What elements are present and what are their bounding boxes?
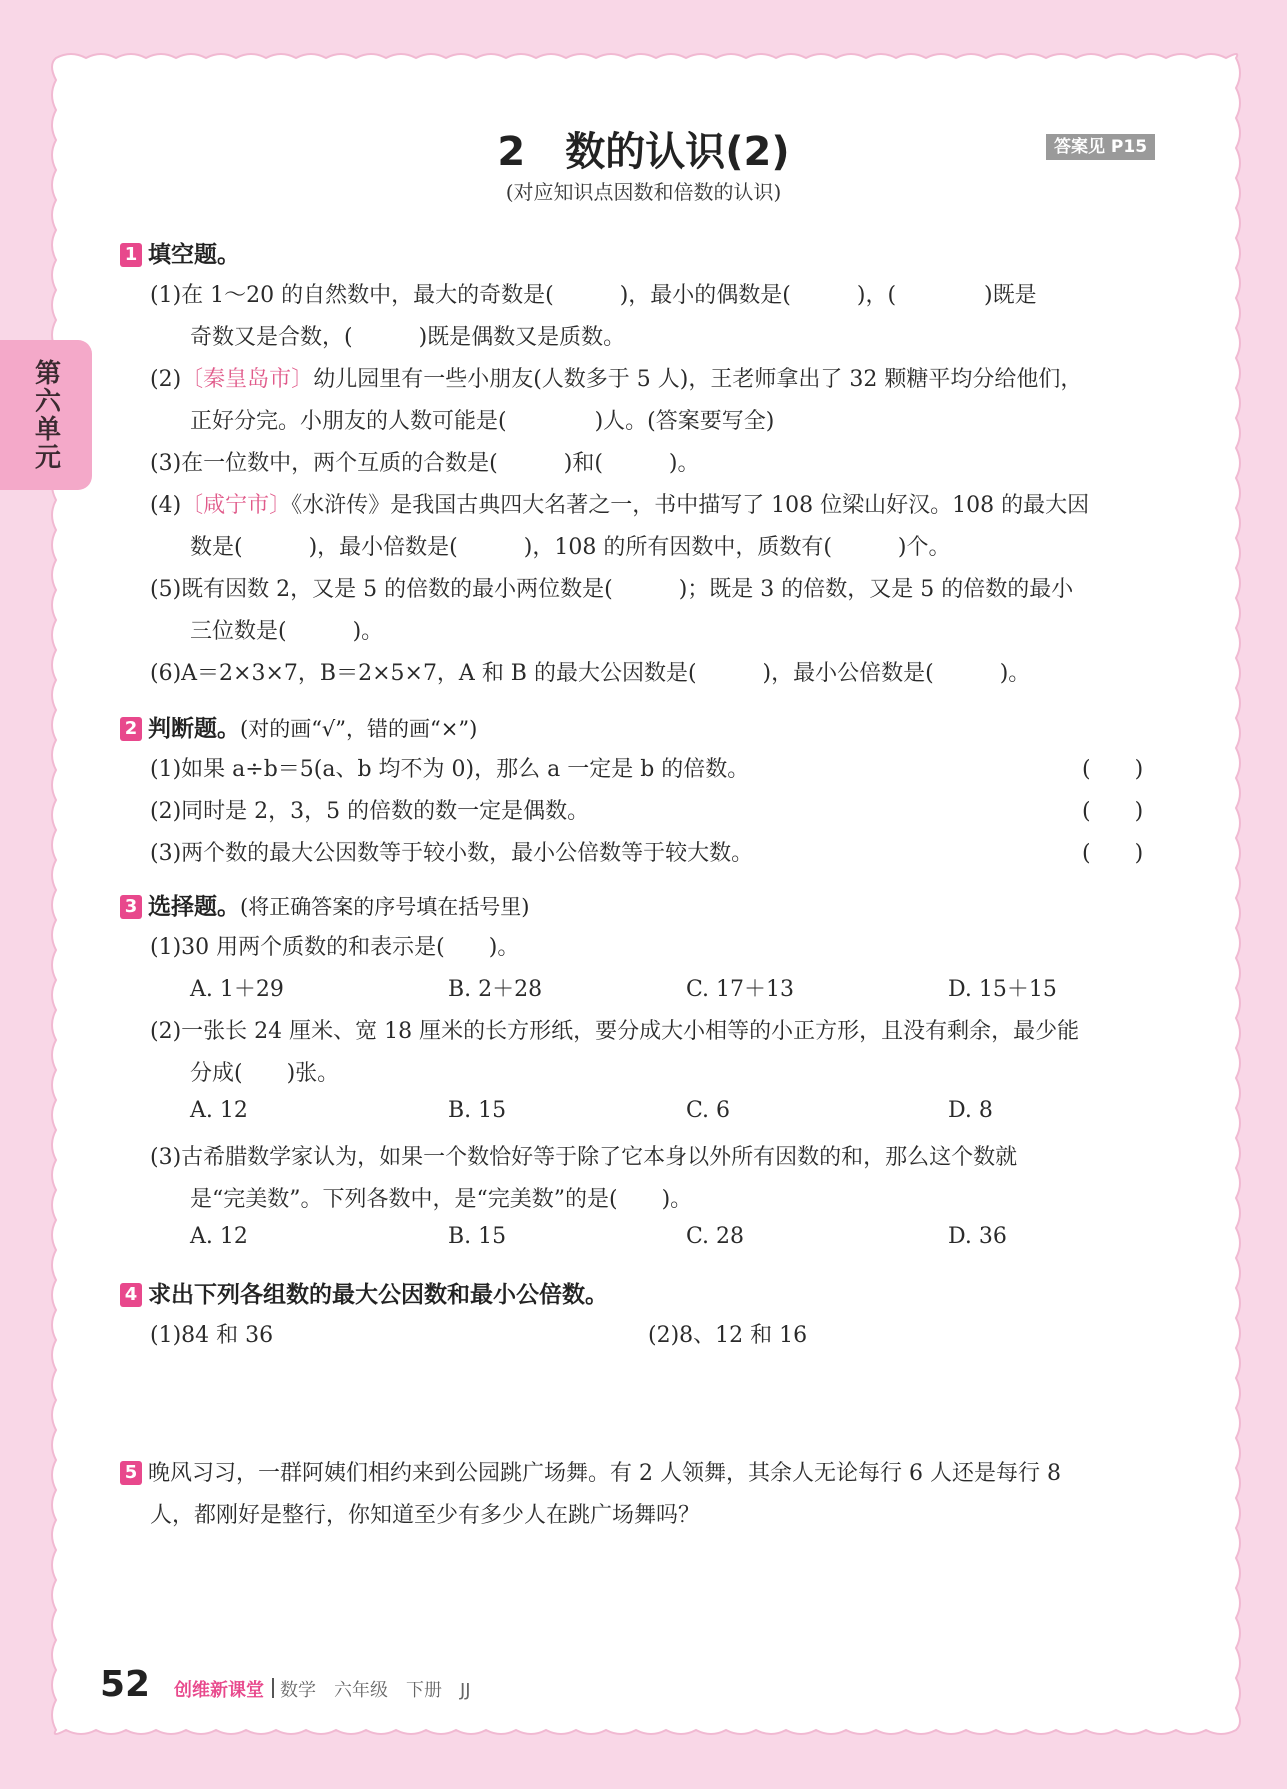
q1-4-line1: [150, 488, 1089, 519]
q5-text-1: 晚风习习，一群阿姨们相约来到公园跳广场舞。有 2 人领舞，其余人无论每行 6 人还是每行 8: [148, 1461, 1061, 1486]
option-a[interactable]: A. 1＋29: [190, 977, 284, 1002]
page-subtitle: (对应知识点因数和倍数的认识): [505, 180, 782, 204]
section-number-badge: 2: [120, 717, 142, 741]
answer-paren[interactable]: ( ): [1082, 757, 1144, 782]
option-d[interactable]: D. 8: [948, 1098, 993, 1123]
section-4-heading: [120, 1276, 608, 1309]
section-number-badge: 1: [120, 243, 142, 267]
section-number-badge: 5: [120, 1461, 142, 1485]
q1-1-line2: 奇数又是合数，( )既是偶数又是质数。: [190, 325, 626, 350]
unit-tab: [0, 340, 92, 490]
page-number: 52: [100, 1664, 151, 1705]
answer-paren[interactable]: ( ): [1082, 799, 1144, 824]
section-2-note: (对的画“√”，错的画“×”): [240, 717, 478, 741]
q3-2-line2: 分成( )张。: [190, 1061, 340, 1086]
q4-part-2: (2)8、12 和 16: [648, 1323, 808, 1348]
q3-3-line1: (3)古希腊数学家认为，如果一个数恰好等于除了它本身以外所有因数的和，那么这个数就: [150, 1145, 1018, 1170]
publisher-brand: 创维新课堂: [174, 1680, 264, 1701]
q1-5-line1: (5)既有因数 2，又是 5 的倍数的最小两位数是( )；既是 3 的倍数，又是 5 的倍数的最小: [150, 577, 1074, 602]
section-4-title: 求出下列各组数的最大公因数和最小公倍数。: [148, 1282, 608, 1308]
q1-4-text: 《水浒传》是我国古典四大名著之一，书中描写了 108 位梁山好汉。108 的最大因: [291, 493, 1090, 518]
option-d[interactable]: D. 36: [948, 1224, 1007, 1249]
q1-2-line1: [150, 362, 1082, 393]
region-tag: 〔咸宁市〕: [181, 493, 292, 518]
section-2-title: 判断题。: [148, 716, 240, 742]
option-c[interactable]: C. 6: [686, 1098, 731, 1123]
section-number-badge: 3: [120, 895, 142, 919]
page-title: 2 数的认识(2): [497, 129, 790, 175]
option-b[interactable]: B. 15: [448, 1224, 507, 1249]
q1-6-line: (6)A＝2×3×7，B＝2×5×7，A 和 B 的最大公因数是( )，最小公倍数是( )。: [150, 661, 1031, 686]
section-3-heading: [120, 888, 529, 921]
footer-divider: [272, 1678, 274, 1698]
section-3-note: (将正确答案的序号填在括号里): [240, 895, 530, 919]
q1-3-line: (3)在一位数中，两个互质的合数是( )和( )。: [150, 451, 700, 476]
unit-tab-label: 第六单元: [30, 359, 61, 471]
q2-1-line: (1)如果 a÷b＝5(a、b 均不为 0)，那么 a 一定是 b 的倍数。: [150, 757, 750, 782]
q1-4-line2: 数是( )，最小倍数是( )，108 的所有因数中，质数有( )个。: [190, 535, 951, 560]
q3-1-line: (1)30 用两个质数的和表示是( )。: [150, 935, 520, 960]
q3-2-line1: (2)一张长 24 厘米、宽 18 厘米的长方形纸，要分成大小相等的小正方形，且没有剩余，最少能: [150, 1019, 1080, 1044]
q1-4-number: (4): [150, 493, 182, 518]
q5-line1: [120, 1456, 1061, 1487]
book-info: 数学 六年级 下册 JJ: [280, 1680, 471, 1701]
q5-line2: 人，都刚好是整行，你知道至少有多少人在跳广场舞吗？: [150, 1503, 701, 1528]
option-b[interactable]: B. 15: [448, 1098, 507, 1123]
q1-2-number: (2): [150, 367, 182, 392]
section-1-title: 填空题。: [148, 242, 240, 268]
answer-reference-badge: 答案见 P15: [1046, 134, 1155, 160]
q2-3-line: (3)两个数的最大公因数等于较小数，最小公倍数等于较大数。: [150, 841, 754, 866]
option-a[interactable]: A. 12: [190, 1098, 248, 1123]
q1-5-line2: 三位数是( )。: [190, 619, 384, 644]
section-1-heading: [120, 236, 240, 269]
q1-2-line2: 正好分完。小朋友的人数可能是( )人。(答案要写全): [190, 409, 775, 434]
option-c[interactable]: C. 28: [686, 1224, 745, 1249]
q2-2-line: (2)同时是 2，3，5 的倍数的数一定是偶数。: [150, 799, 590, 824]
region-tag: 〔秦皇岛市〕: [181, 367, 314, 392]
option-c[interactable]: C. 17＋13: [686, 977, 795, 1002]
section-number-badge: 4: [120, 1283, 142, 1307]
answer-paren[interactable]: ( ): [1082, 841, 1144, 866]
option-d[interactable]: D. 15＋15: [948, 977, 1057, 1002]
option-a[interactable]: A. 12: [190, 1224, 248, 1249]
q4-part-1: (1)84 和 36: [150, 1323, 274, 1348]
option-b[interactable]: B. 2＋28: [448, 977, 543, 1002]
section-2-heading: [120, 710, 477, 743]
section-3-title: 选择题。: [148, 894, 240, 920]
q1-1-line1: (1)在 1～20 的自然数中，最大的奇数是( )，最小的偶数是( )，( )既是: [150, 283, 1037, 308]
q3-3-line2: 是“完美数”。下列各数中，是“完美数”的是( )。: [190, 1187, 693, 1212]
q1-2-text: 幼儿园里有一些小朋友(人数多于 5 人)，王老师拿出了 32 颗糖平均分给他们，: [313, 367, 1083, 392]
